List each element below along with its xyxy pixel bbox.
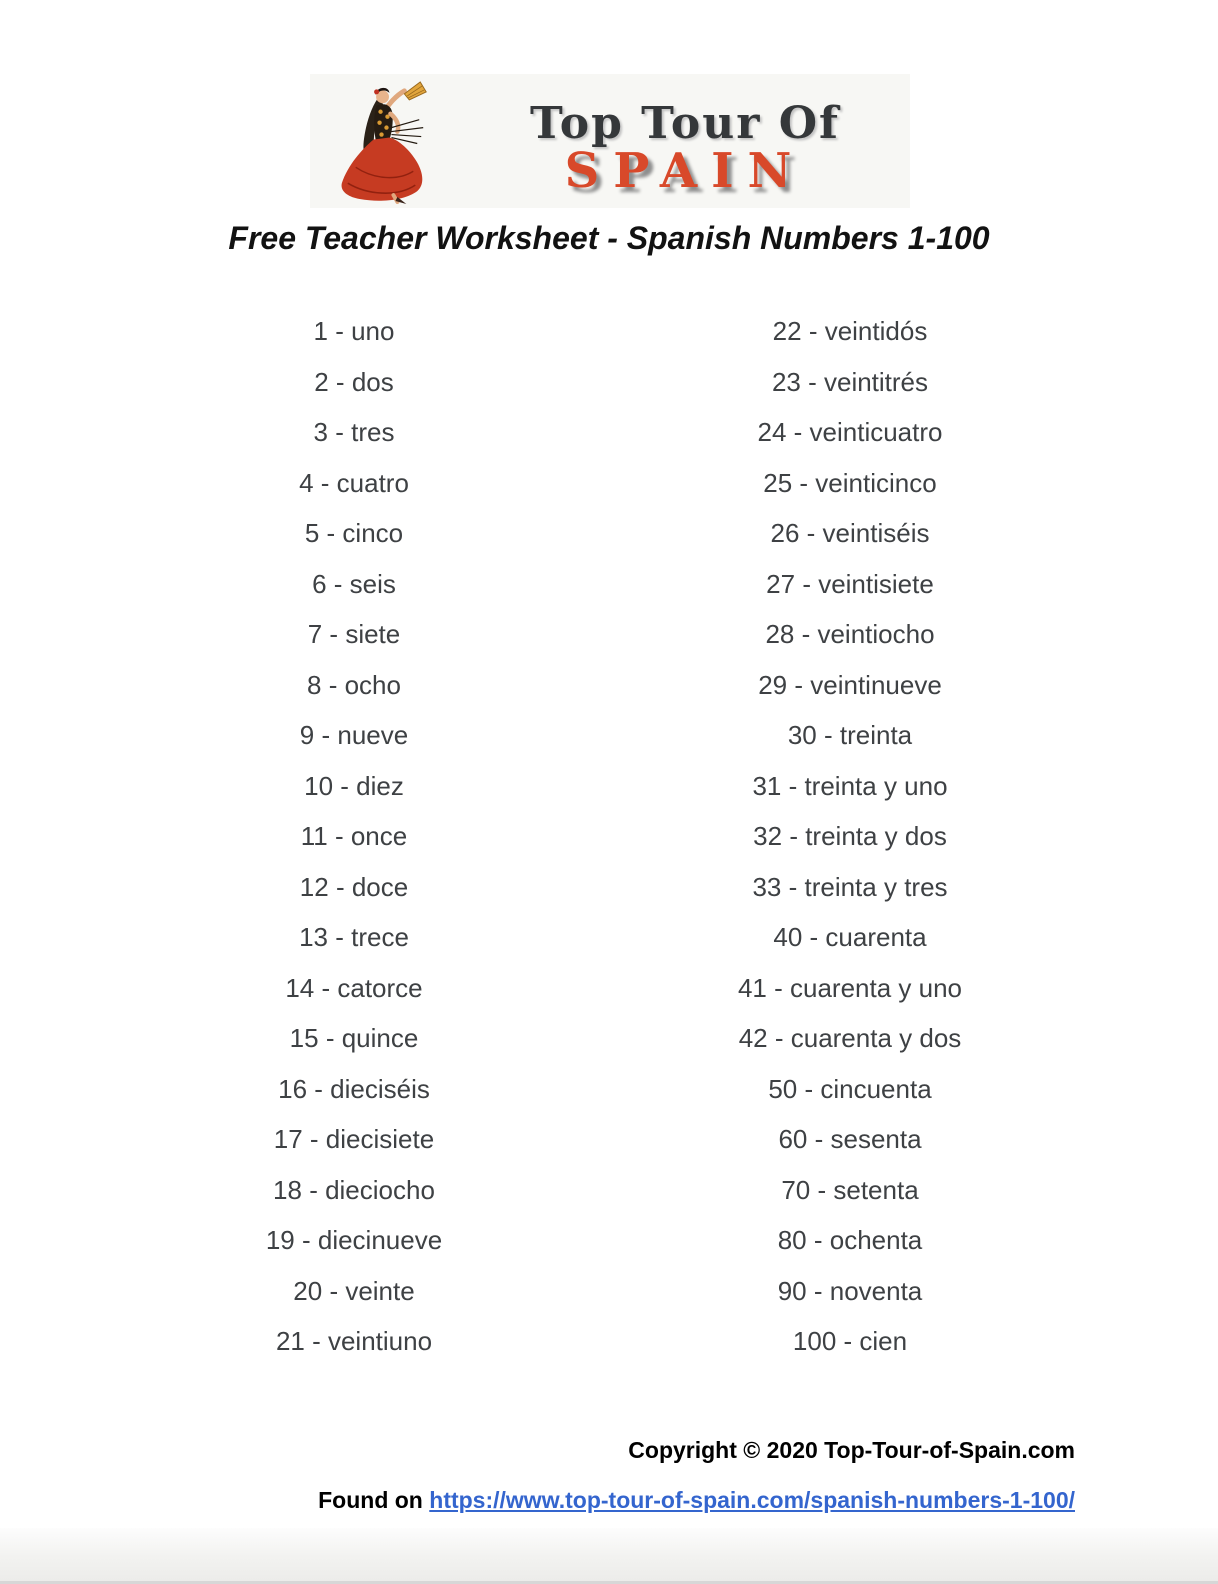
list-item: 42 - cuarenta y dos	[738, 1023, 962, 1053]
list-item: 31 - treinta y uno	[752, 770, 948, 801]
list-item: 40 - cuarenta	[773, 922, 927, 952]
list-item: 4 - cuatro	[299, 467, 409, 498]
numbers-column-right	[600, 306, 1100, 1367]
list-item: 80 - ochenta	[777, 1225, 923, 1255]
found-on-label: Found on	[318, 1487, 430, 1513]
list-item: 19 - diecinueve	[265, 1225, 443, 1255]
brand-wordmark	[460, 74, 910, 208]
list-item: 25 - veinticinco	[763, 467, 937, 498]
list-item: 90 - noventa	[777, 1275, 923, 1306]
list-item: 7 - siete	[307, 619, 401, 649]
list-item: 17 - diecisiete	[273, 1124, 435, 1154]
page-bottom-edge	[0, 1528, 1218, 1584]
list-item: 9 - nueve	[299, 720, 409, 750]
list-item: 41 - cuarenta y uno	[737, 972, 963, 1003]
list-item: 50 - cincuenta	[768, 1073, 932, 1104]
page-title: Free Teacher Worksheet - Spanish Numbers 1-100	[228, 220, 990, 256]
list-item: 26 - veintiséis	[770, 518, 930, 548]
list-item: 13 - trece	[299, 922, 409, 952]
list-item: 5 - cinco	[304, 518, 404, 548]
list-item: 1 - uno	[313, 316, 395, 346]
list-item: 18 - dieciocho	[273, 1174, 435, 1205]
list-item: 8 - ocho	[307, 669, 401, 700]
list-item: 20 - veinte	[293, 1275, 415, 1306]
numbers-column-left	[104, 306, 604, 1367]
source-line	[318, 1475, 1075, 1525]
flamenco-dancer-icon	[332, 80, 440, 204]
list-item: 29 - veintinueve	[758, 669, 942, 700]
list-item: 28 - veintiocho	[765, 619, 935, 649]
list-item: 33 - treinta y tres	[752, 871, 948, 902]
list-item: 21 - veintiuno	[275, 1326, 433, 1356]
copyright-line: Copyright © 2020 Top-Tour-of-Spain.com	[628, 1437, 1075, 1463]
list-item: 100 - cien	[792, 1326, 908, 1356]
brand-name-spain: SPAIN	[564, 143, 806, 199]
source-link[interactable]: https://www.top-tour-of-spain.com/spanish-numbers-1-100/	[429, 1487, 1075, 1513]
list-item: 2 - dos	[314, 366, 394, 397]
list-item: 23 - veintitrés	[771, 366, 929, 397]
footer	[318, 1425, 1075, 1525]
list-item: 10 - diez	[304, 770, 404, 801]
list-item: 70 - setenta	[781, 1174, 919, 1205]
list-item: 16 - dieciséis	[278, 1073, 430, 1104]
list-item: 14 - catorce	[285, 972, 423, 1003]
list-item: 32 - treinta y dos	[753, 821, 947, 851]
list-item: 11 - once	[300, 821, 408, 851]
list-item: 15 - quince	[289, 1023, 419, 1053]
list-item: 60 - sesenta	[778, 1124, 922, 1154]
list-item: 27 - veintisiete	[766, 568, 934, 599]
list-item: 22 - veintidós	[772, 316, 928, 346]
brand-logo	[310, 74, 910, 208]
list-item: 6 - seis	[312, 568, 396, 599]
list-item: 30 - treinta	[787, 720, 913, 750]
list-item: 12 - doce	[299, 871, 409, 902]
list-item: 3 - tres	[313, 417, 395, 447]
list-item: 24 - veinticuatro	[757, 417, 943, 447]
brand-name-top: Top Tour Of	[530, 98, 840, 149]
